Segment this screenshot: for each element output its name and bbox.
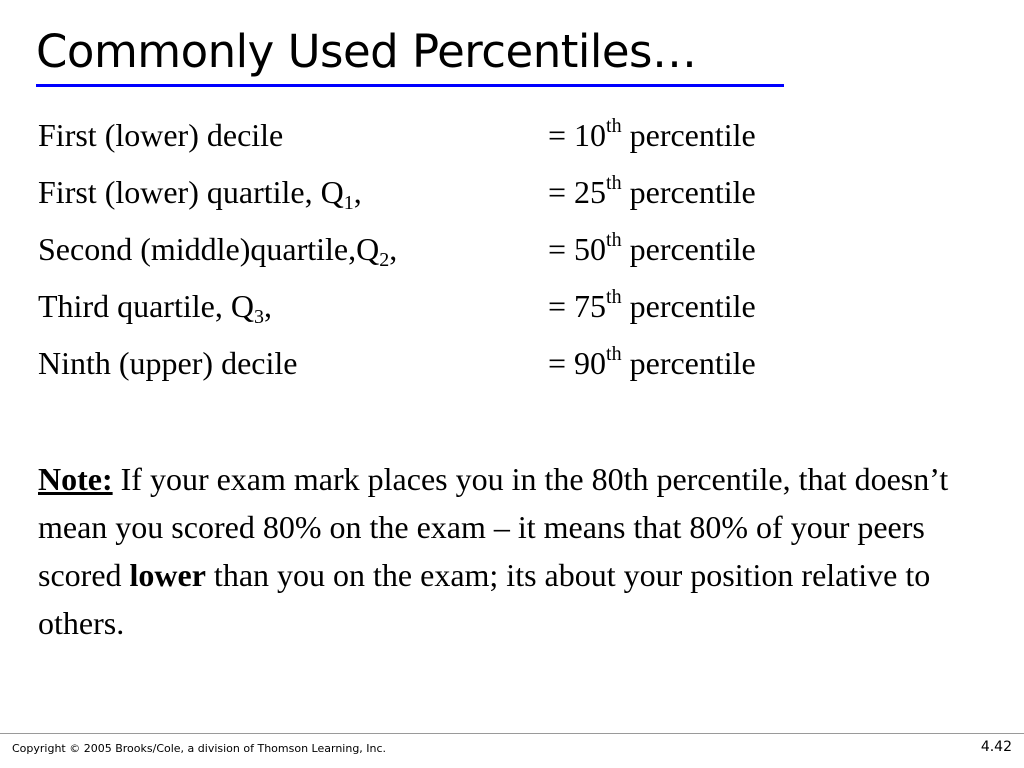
slide-title: Commonly Used Percentiles… [36, 25, 697, 78]
row-label: First (lower) quartile, $Q_1$, [38, 174, 362, 214]
row-value: = 25th percentile [548, 172, 756, 210]
percentile-row-first-quartile [38, 164, 838, 221]
copyright-notice: Copyright © 2005 Brooks/Cole, a division of Thomson Learning, Inc. [12, 742, 387, 755]
note-text-1: If your exam mark places you in the 80th percentile, that doesn’t mean you scored 80% on the exam – it means that 80% of your peers scored [38, 461, 949, 593]
row-label: Ninth (upper) decile [38, 345, 298, 381]
title-underline [36, 84, 784, 87]
note-text-2: than you on the exam; its about your position relative to others. [38, 557, 931, 641]
row-value: = 10th percentile [548, 115, 756, 153]
percentile-row-second-quartile [38, 221, 838, 278]
slide-number: 4.42 [980, 739, 1012, 755]
row-label: Second $(middle)quartile,Q_2$, [38, 231, 398, 271]
percentile-row-first-decile [38, 107, 838, 164]
note-label: Note: [38, 461, 113, 497]
percentile-row-ninth-decile [38, 335, 838, 392]
row-label: Third quartile, $Q_3$, [38, 288, 272, 328]
note-emphasis: lower [129, 557, 206, 593]
footer-divider [0, 733, 1024, 734]
row-value: = 90th percentile [548, 343, 756, 381]
row-label: First (lower) decile [38, 117, 284, 153]
row-value: = 50th percentile [548, 229, 756, 267]
row-value: = 75th percentile [548, 286, 756, 324]
percentile-row-third-quartile [38, 278, 838, 335]
note-paragraph [38, 455, 998, 647]
percentile-list [38, 107, 838, 392]
